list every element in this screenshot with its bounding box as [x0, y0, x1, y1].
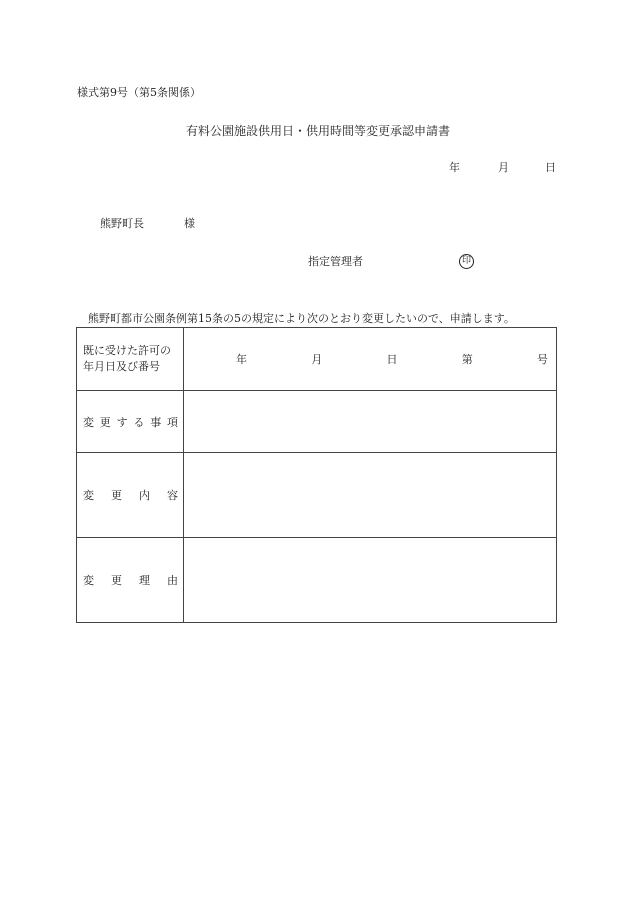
date-day-label: 日: [545, 161, 556, 174]
permit-day-label: 日: [386, 353, 398, 366]
table-row-change-item: [77, 391, 557, 453]
table-row-change-content: [77, 453, 557, 538]
change-item-field[interactable]: [184, 391, 557, 453]
permit-year-label: 年: [236, 353, 247, 366]
header-char: 更: [111, 574, 122, 587]
seal-mark: [459, 254, 474, 269]
seal-icon: 印: [459, 254, 474, 269]
header-char: 由: [167, 574, 178, 587]
header-char: 項: [166, 415, 178, 429]
header-char: 容: [167, 489, 178, 502]
header-char: 事: [150, 415, 162, 429]
header-char: 変: [83, 574, 94, 587]
header-char: る: [133, 415, 145, 429]
permit-value-field[interactable]: [184, 328, 557, 391]
change-content-field[interactable]: [184, 453, 557, 538]
change-item-header: [77, 391, 184, 453]
header-char: 内: [139, 489, 150, 502]
change-reason-header: [77, 538, 184, 623]
header-char: 理: [139, 574, 150, 587]
header-char: 更: [111, 489, 122, 502]
permit-number-prefix: 第: [461, 353, 473, 366]
header-char: 変: [83, 415, 94, 429]
permit-header: [77, 328, 184, 391]
table-row-permit: [77, 328, 557, 391]
date-month-label: 月: [498, 161, 509, 174]
permit-header-line1: 既に受けた許可の: [83, 344, 171, 357]
addressee-honorific: 様: [184, 217, 195, 230]
date-year-label: 年: [449, 161, 460, 174]
applicant-label: 指定管理者: [308, 255, 363, 268]
header-char: す: [116, 415, 128, 429]
change-content-header: [77, 453, 184, 538]
header-char: 変: [83, 489, 94, 502]
statement: 熊野町都市公園条例第15条の5の規定により次のとおり変更したいので、申請します。: [88, 312, 515, 325]
change-reason-field[interactable]: [184, 538, 557, 623]
header-char: 更: [99, 415, 111, 429]
application-table: [76, 327, 557, 623]
document-title: 有料公園施設供用日・供用時間等変更承認申請書: [186, 124, 451, 138]
permit-month-label: 月: [311, 353, 323, 366]
form-number: 様式第9号（第5条関係）: [77, 86, 201, 99]
table-row-change-reason: [77, 538, 557, 623]
permit-header-line2: 年月日及び番号: [83, 360, 160, 373]
permit-number-suffix: 号: [537, 353, 548, 366]
addressee-name: 熊野町長: [100, 217, 144, 230]
